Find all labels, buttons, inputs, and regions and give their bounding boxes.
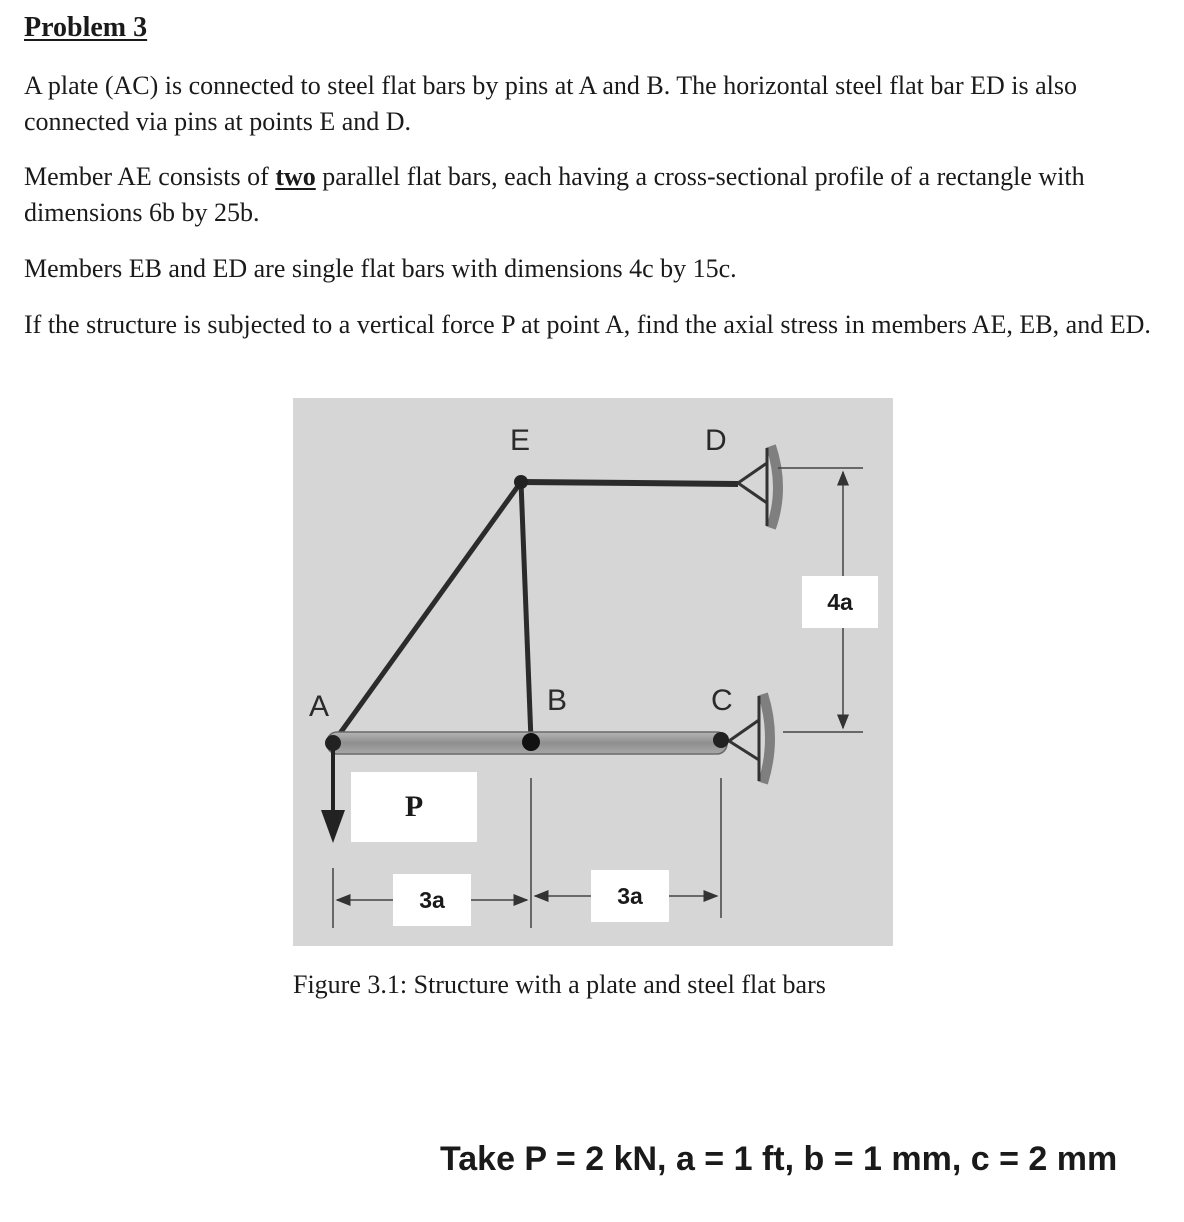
pin-b <box>522 733 540 751</box>
load-p-label: P <box>351 772 477 842</box>
paragraph-question: If the structure is subjected to a vertical force P at point A, find the axial stress in members AE, EB, and ED. <box>24 310 1151 339</box>
figure-caption: Figure 3.1: Structure with a plate and steel flat bars <box>293 970 826 999</box>
structure-diagram <box>293 398 893 946</box>
paragraph-plate-description: A plate (AC) is connected to steel flat bars by pins at A and B. The horizontal steel flat bar ED is also connected via pins at points E and D. <box>24 71 1077 136</box>
label-e: E <box>510 424 531 457</box>
dim-3a-left-label: 3a <box>393 874 471 926</box>
paragraph-member-ae <box>24 159 1164 231</box>
load-arrowhead <box>321 810 345 843</box>
structure-figure <box>293 398 893 946</box>
pin-a <box>325 735 341 751</box>
support-d <box>738 446 778 528</box>
member-ae <box>333 482 521 743</box>
p2-emphasis-two: two <box>275 162 316 191</box>
dim-3a-right-label: 3a <box>591 870 669 922</box>
problem-heading: Problem 3 <box>24 12 148 43</box>
p2-after: parallel flat bars, each having a cross-sectional profile of a rectangle with dimensions 6b by 25b. <box>24 162 1085 227</box>
given-values: Take P = 2 kN, a = 1 ft, b = 1 mm, c = 2 mm <box>440 1140 1118 1178</box>
paragraph-members-eb-ed: Members EB and ED are single flat bars with dimensions 4c by 15c. <box>24 254 737 283</box>
member-eb <box>521 482 531 740</box>
p2-before: Member AE consists of <box>24 162 276 191</box>
support-c <box>729 694 770 783</box>
member-ed <box>521 482 738 484</box>
label-d: D <box>705 424 727 457</box>
label-b: B <box>547 684 568 717</box>
pin-c <box>713 732 729 748</box>
pin-e <box>514 475 528 489</box>
label-a: A <box>309 690 330 723</box>
dim-4a-label: 4a <box>802 576 878 628</box>
label-c: C <box>711 684 733 717</box>
